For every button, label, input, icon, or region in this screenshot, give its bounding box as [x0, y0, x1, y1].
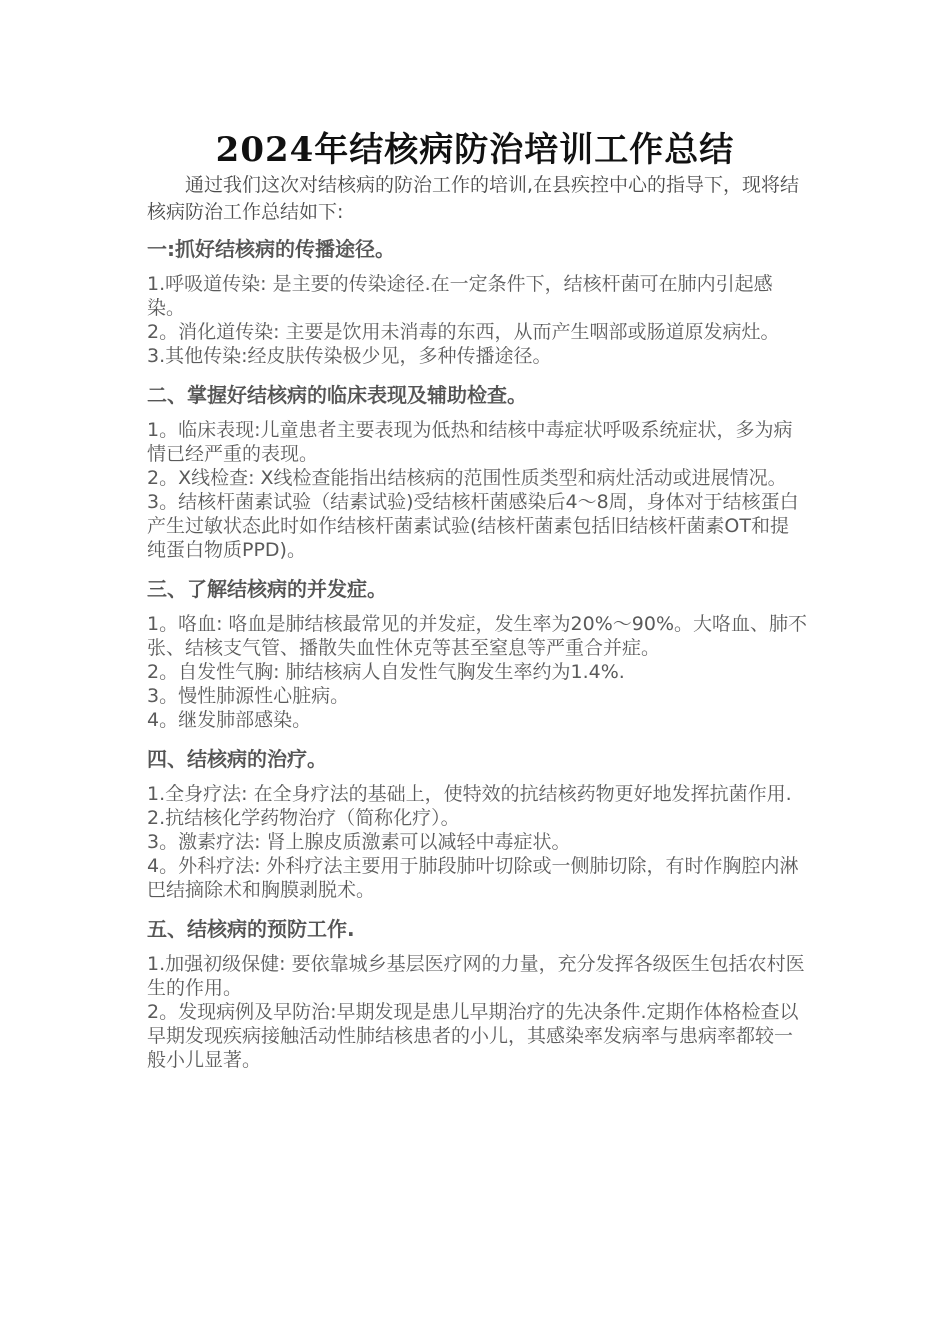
list-item: 3。结核杆菌素试验（结素试验)受结核杆菌感染后4～8周，身体对于结核蛋白产生过敏状态此时如作结核杆菌素试验(结核杆菌素包括旧结核杆菌素OT和提纯蛋白物质PPD)。 [147, 491, 799, 561]
list-item: 4。外科疗法: 外科疗法主要用于肺段肺叶切除或一侧肺切除，有时作胸腔内淋巴结摘除术和胸膜剥脱术。 [147, 855, 799, 901]
section-3 [147, 574, 807, 732]
list-item: 1。咯血: 咯血是肺结核最常见的并发症，发生率为20%～90%。大咯血、肺不张、结核支气管、播散失血性休克等甚至窒息等严重合并症。 [147, 613, 807, 659]
section-items [147, 272, 807, 368]
list-item: 2。消化道传染: 主要是饮用未消毒的东西，从而产生咽部或肠道原发病灶。 [147, 321, 780, 343]
list-item: 1.加强初级保健: 要依靠城乡基层医疗网的力量，充分发挥各级医生包括农村医生的作用。 [147, 953, 805, 999]
list-item: 3。激素疗法: 肾上腺皮质激素可以减轻中毒症状。 [147, 831, 571, 853]
list-item: 3。慢性肺源性心脏病。 [147, 685, 350, 707]
list-item: 2。自发性气胸: 肺结核病人自发性气胸发生率约为1.4%. [147, 661, 625, 683]
document-body [147, 172, 807, 1084]
list-item: 2。发现病例及早防治:早期发现是患儿早期治疗的先决条件.定期作体格检查以早期发现疾病接触活动性肺结核患者的小儿，其感染率发病率与患病率都较一般小儿显著。 [147, 1001, 799, 1071]
list-item: 4。继发肺部感染。 [147, 709, 312, 731]
section-5 [147, 914, 807, 1072]
section-heading: 五、结核病的预防工作. [147, 917, 355, 941]
section-heading: 三、了解结核病的并发症。 [147, 577, 387, 601]
section-2 [147, 380, 807, 562]
list-item: 2。X线检查: X线检查能指出结核病的范围性质类型和病灶活动或进展情况。 [147, 467, 787, 489]
list-item: 3.其他传染:经皮肤传染极少见，多种传播途径。 [147, 345, 552, 367]
document-title: 2024年结核病防治培训工作总结 [215, 130, 735, 170]
section-items [147, 612, 807, 732]
section-items [147, 782, 807, 902]
intro-paragraph: 通过我们这次对结核病的防治工作的培训,在县疾控中心的指导下，现将结核病防治工作总结如下: [147, 174, 800, 223]
section-heading: 四、结核病的治疗。 [147, 747, 327, 771]
list-item: 2.抗结核化学药物治疗（简称化疗）。 [147, 807, 460, 829]
section-items [147, 418, 807, 562]
section-heading: 一:抓好结核病的传播途径。 [147, 237, 395, 261]
section-4 [147, 744, 807, 902]
section-1 [147, 234, 807, 368]
section-items [147, 952, 807, 1072]
list-item: 1.全身疗法: 在全身疗法的基础上，使特效的抗结核药物更好地发挥抗菌作用. [147, 783, 792, 805]
section-heading: 二、掌握好结核病的临床表现及辅助检查。 [147, 383, 527, 407]
list-item: 1.呼吸道传染: 是主要的传染途径.在一定条件下，结核杆菌可在肺内引起感染。 [147, 273, 773, 319]
list-item: 1。临床表现:儿童患者主要表现为低热和结核中毒症状呼吸系统症状，多为病情已经严重的表现。 [147, 419, 793, 465]
